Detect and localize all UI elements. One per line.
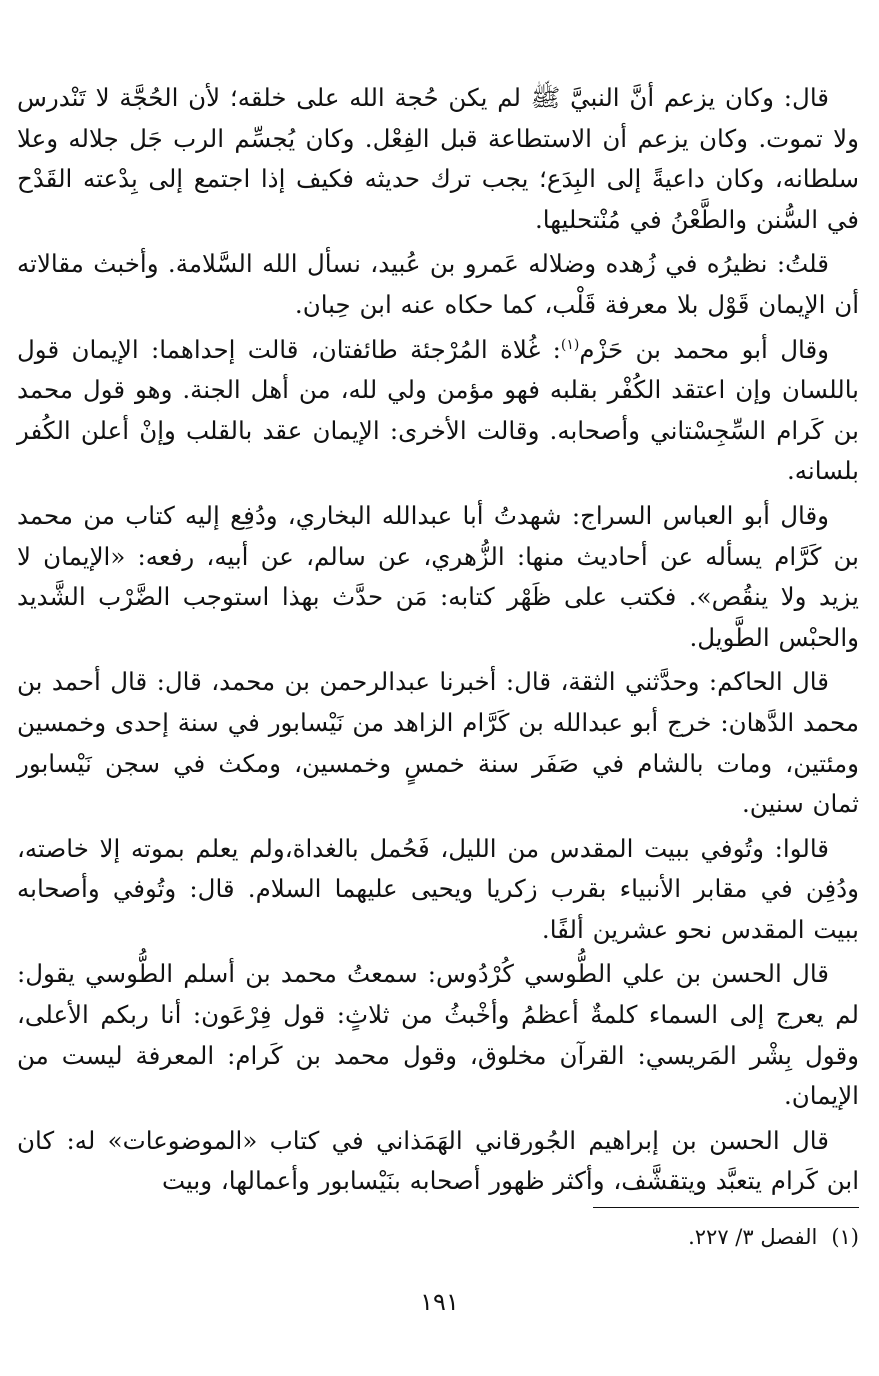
paragraph-3-lead: وقال أبو محمد بن حَزْم bbox=[579, 334, 829, 364]
paragraph-4: وقال أبو العباس السراج: شهدتُ أبا عبدالله البخاري، ودُفِع إليه كتاب من محمد بن كَرَّام يسأله عن أحاديث منها: الزُّهري، عن سالم، عن أبيه، رفعه: «الإيمان لا يزيد ولا ينقُص». فكتب على ظَهْر كتابه: مَن حدَّث بهذا استوجب الضَّرْب الشَّديد والحبْس الطَّويل. bbox=[17, 500, 859, 652]
footnote-reference[interactable]: (١) bbox=[560, 336, 580, 353]
footnote-number: (١) bbox=[831, 1225, 859, 1249]
footnote-divider bbox=[593, 1207, 859, 1208]
paragraph-7: قال الحسن بن علي الطُّوسي كُرْدُوس: سمعتُ محمد بن أسلم الطُّوسي يقول: لم يعرج إلى السماء كلمةٌ أعظمُ وأخْبثُ من ثلاثٍ: قول فِرْعَون: أنا ربكم الأعلى، وقول بِشْر المَريسي: القرآن مخلوق، وقول محمد بن كَرام: المعرفة ليست من الإيمان. bbox=[17, 959, 860, 1111]
footnote-text: الفصل ٣/ ٢٢٧. bbox=[688, 1225, 818, 1249]
page-number: ١٩١ bbox=[420, 1288, 459, 1316]
paragraph-2: قلتُ: نظيرُه في زُهده وضلاله عَمرو بن عُبيد، نسأل الله السَّلامة. وأخبث مقالاته أن الإيمان قَوْل بلا معرفة قَلْب، كما حكاه عنه ابن حِبان. bbox=[17, 249, 859, 319]
paragraph-6: قالوا: وتُوفي ببيت المقدس من الليل، فَحُمل بالغداة،ولم يعلم بموته إلا خاصته، ودُفِن في مقابر الأنبياء بقرب زكريا ويحيى عليهما السلام. قال: وتُوفي وأصحابه ببيت المقدس نحو عشرين ألفًا. bbox=[17, 833, 859, 944]
paragraph-5: قال الحاكم: وحدَّثني الثقة، قال: أخبرنا عبدالرحمن بن محمد، قال: قال أحمد بن محمد الدَّهان: خرج أبو عبدالله بن كَرَّام الزاهد من نَيْسابور في سنة إحدى وخمسين ومئتين، ومات بالشام في صَفَر سنة خمسٍ وخمسين، ومكث في سجن نَيْسابور ثمان سنين. bbox=[17, 667, 859, 819]
paragraph-1: قال: وكان يزعم أنَّ النبيَّ ﷺ لم يكن حُجة الله على خلقه؛ لأن الحُجَّة لا تَنْدرس ولا تموت. وكان يزعم أن الاستطاعة قبل الفِعْل. وكان يُجسِّم الرب جَل جلاله وعلا سلطانه، وكان داعيةً إلى البِدَع؛ يجب ترك حديثه فكيف إذا اجتمع إلى بِدْعته القَدْح في السُّنن والطَّعْنُ في مُنْتحليها. bbox=[17, 83, 859, 234]
footnote bbox=[359, 1222, 859, 1252]
paragraph-8: قال الحسن بن إبراهيم الجُورقاني الهَمَذاني في كتاب «الموضوعات» له: كان ابن كَرام يتعبَّد ويتقشَّف، وأكثر ظهور أصحابه بنَيْسابور وأعمالها، وبيت bbox=[17, 1125, 859, 1196]
paragraph-3-rest: : غُلاة المُرْجئة طائفتان، قالت إحداهما: الإيمان قول باللسان وإن اعتقد الكُفْر بقلبه فهو مؤمن ولي لله، من أهل الجنة. وهو قول محمد بن كَرام السِّجِسْتاني وأصحابه. وقالت الأخرى: الإيمان عقد بالقلب وإنْ أعلن الكُفر بلسانه. bbox=[17, 334, 859, 486]
paragraph-3 bbox=[17, 330, 859, 492]
page-body bbox=[17, 78, 860, 1196]
